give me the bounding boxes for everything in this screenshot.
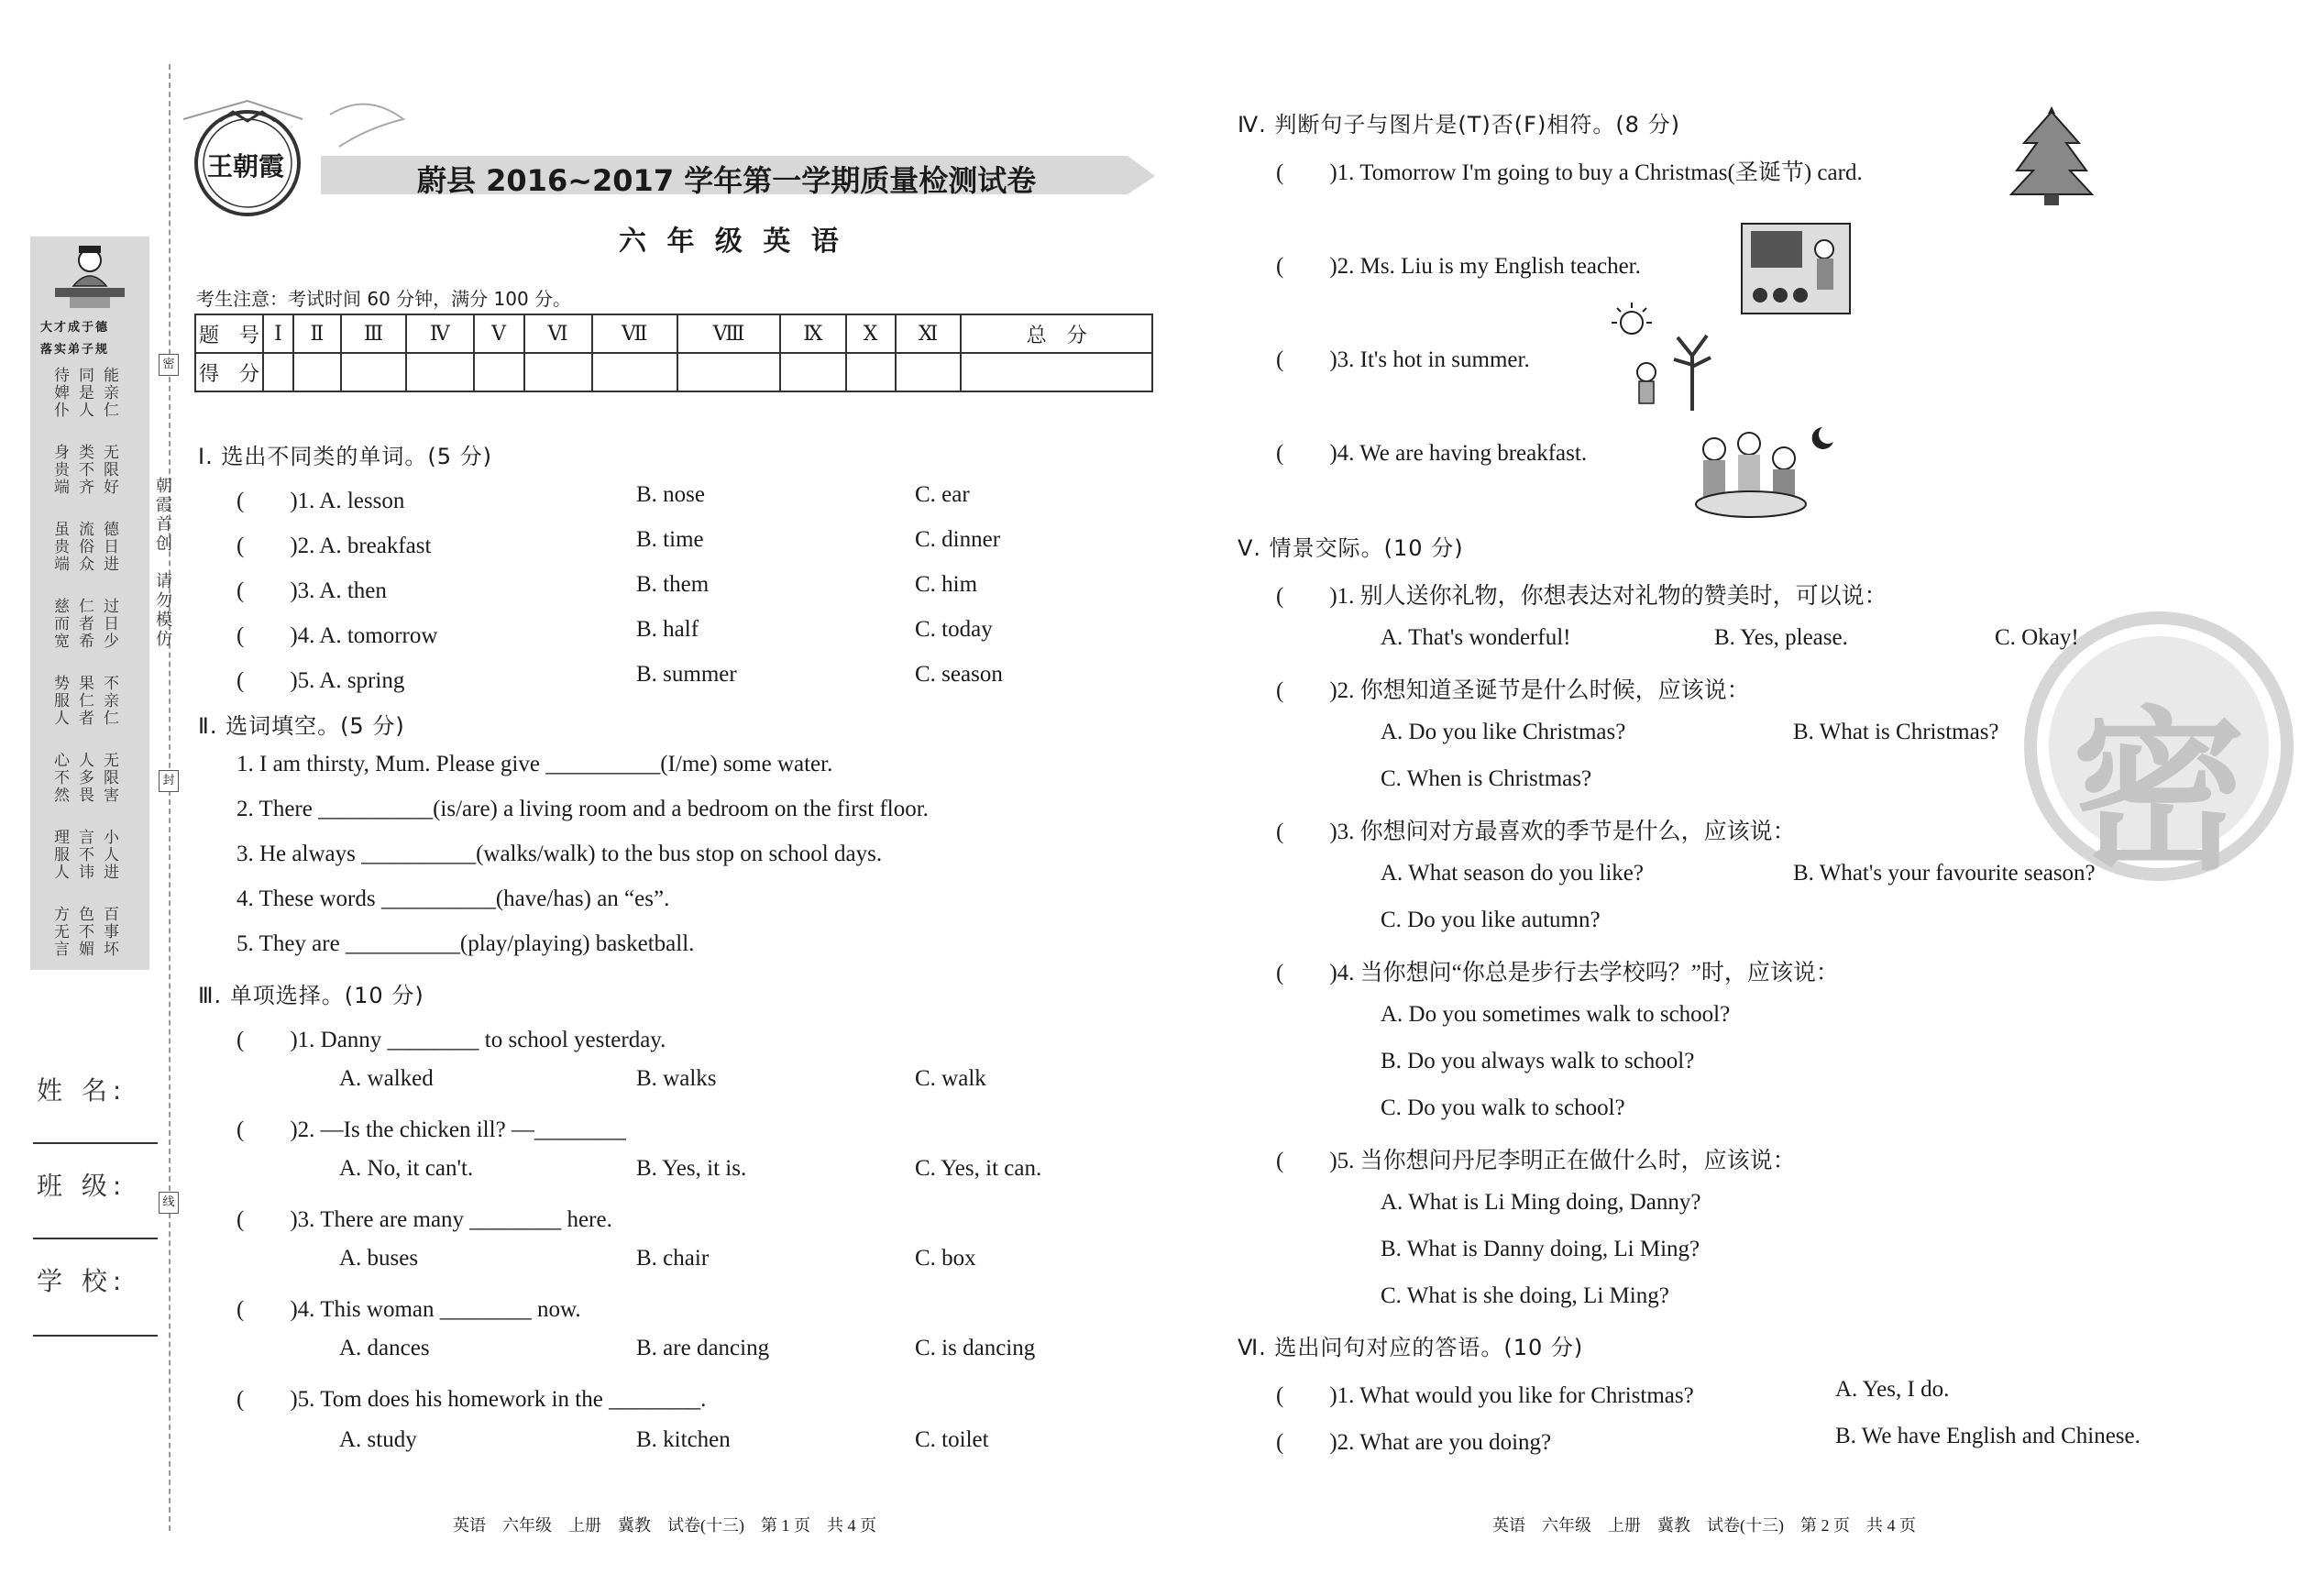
score-table-cell: Ⅰ — [263, 314, 293, 353]
question-row: ( )4. 当你想问“你总是步行去学校吗？”时，应该说： — [1276, 961, 1839, 985]
motto-text: 虽贵端 — [50, 521, 69, 573]
exam-subtitle: 六 年 级 英 语 — [619, 226, 844, 258]
fill-in-question: 2. There __________(is/are) a living room and a bedroom on the first floor. — [237, 797, 929, 821]
seal-fold-line — [169, 64, 171, 1531]
answer-blank[interactable]: ( — [1276, 160, 1330, 185]
option-b: B. walks — [636, 1066, 717, 1091]
fill-in-question: 5. They are __________(play/playing) basketball. — [237, 931, 695, 956]
score-input-cell[interactable] — [780, 353, 845, 391]
option-c: C. ear — [915, 482, 970, 507]
question-row: ( )5. Tom does his homework in the ________. — [237, 1387, 707, 1412]
option-c: C. dinner — [915, 527, 1001, 552]
options-row — [1381, 861, 2114, 886]
section-1-heading: Ⅰ. 选出不同类的单词。(5 分) — [198, 444, 492, 469]
options-row — [1381, 720, 2114, 745]
answer-blank[interactable]: ( — [1276, 961, 1330, 985]
school-field[interactable] — [33, 1335, 158, 1337]
score-input-cell[interactable] — [896, 353, 962, 391]
section-6-heading: Ⅵ. 选出问句对应的答语。(10 分) — [1238, 1335, 1584, 1360]
motto-text: 流俗众 — [75, 521, 94, 573]
option-c: C. When is Christmas? — [1381, 766, 1592, 791]
answer-blank[interactable]: ( — [237, 1028, 291, 1052]
motto-text: 身贵端 — [50, 444, 69, 496]
option-a: A. What season do you like? — [1381, 861, 1644, 886]
motto-text: 不亲仁 — [100, 675, 118, 727]
footer-page-2: 英语 六年级 上册 冀教 试卷(十三) 第 2 页 共 4 页 — [1492, 1516, 1916, 1535]
answer-blank[interactable]: ( — [1276, 1149, 1330, 1173]
score-input-cell[interactable] — [263, 353, 293, 391]
answer-blank[interactable]: ( — [237, 623, 291, 648]
motto-text: 待婢仆 — [50, 367, 69, 419]
options-row — [339, 1066, 1164, 1092]
motto-text: 德日进 — [100, 521, 118, 573]
answer-blank[interactable]: ( — [1276, 678, 1330, 703]
option-b: B. summer — [636, 662, 737, 687]
option-b: B. What is Danny doing, Li Ming? — [1381, 1237, 1700, 1261]
section-2-heading: Ⅱ. 选词填空。(5 分) — [198, 713, 405, 739]
answer-blank[interactable]: ( — [1276, 584, 1330, 609]
christmas-tree-picture — [2006, 106, 2097, 207]
section-4-heading: Ⅳ. 判断句子与图片是(T)否(F)相符。(8 分) — [1238, 112, 1680, 138]
fill-in-question: 1. I am thirsty, Mum. Please give __________(I/me) some water. — [237, 752, 833, 776]
question-row: ( )3. A. then B. them C. him — [237, 572, 978, 603]
answer-blank[interactable]: ( — [1276, 441, 1330, 466]
question-row: ( )5. 当你想问丹尼李明正在做什么时，应该说： — [1276, 1149, 1796, 1173]
section-5-heading: Ⅴ. 情景交际。(10 分) — [1238, 535, 1464, 561]
answer-blank[interactable]: ( — [237, 1297, 291, 1322]
class-label: 班 级: — [37, 1171, 127, 1201]
score-input-cell[interactable] — [524, 353, 592, 391]
option-c: C. What is she doing, Li Ming? — [1381, 1283, 1669, 1308]
score-input-cell[interactable] — [592, 353, 677, 391]
answer-blank[interactable]: ( — [1276, 254, 1330, 279]
option-c: C. is dancing — [915, 1336, 1036, 1360]
motto-text: 小人进 — [100, 829, 118, 881]
option-a: A. dances — [339, 1336, 430, 1360]
motto-text: 无限好 — [100, 444, 118, 496]
score-table-cell: 总 分 — [961, 314, 1152, 353]
teacher-classroom-picture — [1740, 222, 1852, 315]
motto-text: 同是人 — [75, 367, 94, 419]
answer-blank[interactable]: ( — [237, 1387, 291, 1412]
matching-row: ( )2. What are you doing? B. We have English and Chinese. — [1276, 1424, 2140, 1455]
question-row: ( )1. A. lesson B. nose C. ear — [237, 482, 970, 513]
motto-text: 仁者希 — [75, 598, 94, 650]
option-b: B. Yes, it is. — [636, 1156, 747, 1181]
name-label: 姓 名: — [37, 1075, 127, 1106]
score-input-cell[interactable] — [474, 353, 524, 391]
option-b: B. time — [636, 527, 704, 552]
motto-text: 果仁者 — [75, 675, 94, 727]
score-table-header-row — [195, 314, 1152, 353]
option-a: A. study — [339, 1427, 417, 1452]
motto-text: 无限害 — [100, 752, 118, 804]
answer-blank[interactable]: ( — [1276, 1383, 1330, 1408]
question-row: ( )4. A. tomorrow B. half C. today — [237, 617, 993, 648]
option-b: B. them — [636, 572, 710, 597]
motto-top-2: 落实弟子规 — [40, 343, 110, 357]
motto-text: 心不然 — [50, 752, 69, 804]
motto-text: 能亲仁 — [100, 367, 118, 419]
question-row: ( )3. It's hot in summer. — [1276, 347, 1530, 372]
motto-top-1: 大才成于德 — [40, 321, 110, 335]
motto-text: 类不齐 — [75, 444, 94, 496]
options-row — [339, 1336, 1164, 1361]
answer-choice: B. We have English and Chinese. — [1835, 1424, 2140, 1448]
footer-page-1: 英语 六年级 上册 冀教 试卷(十三) 第 1 页 共 4 页 — [453, 1516, 876, 1535]
score-table-cell: Ⅹ — [846, 314, 896, 353]
question-row: ( )1. Danny ________ to school yesterday. — [237, 1028, 666, 1052]
answer-blank[interactable]: ( — [1276, 820, 1330, 844]
option-b: B. nose — [636, 482, 705, 507]
motto-text: 理服人 — [50, 829, 69, 881]
question-row: ( )1. Tomorrow I'm going to buy a Christmas(圣诞节) card. — [1276, 160, 1863, 185]
motto-text: 方无言 — [50, 906, 69, 958]
matching-row: ( )1. What would you like for Christmas? A. Yes, I do. — [1276, 1377, 1950, 1408]
school-label: 学 校: — [37, 1266, 127, 1296]
motto-text: 慈而宽 — [50, 598, 69, 650]
score-input-cell[interactable] — [341, 353, 406, 391]
brand-logo-text: 王朝霞 — [207, 151, 285, 182]
option-b: B. chair — [636, 1246, 710, 1271]
score-table-cell: Ⅸ — [780, 314, 845, 353]
score-table-cell: 得 分 — [195, 353, 263, 391]
score-table-cell: Ⅳ — [406, 314, 474, 353]
motto-text: 色不媚 — [75, 906, 94, 958]
score-input-cell[interactable] — [961, 353, 1152, 391]
question-row: ( )1. 别人送你礼物，你想表达对礼物的赞美时，可以说： — [1276, 584, 1887, 609]
motto-text: 言不讳 — [75, 829, 94, 881]
family-dinner-picture — [1678, 424, 1843, 524]
score-table-cell: Ⅱ — [293, 314, 341, 353]
question-row: ( )4. We are having breakfast. — [1276, 441, 1588, 466]
option-c: C. Do you walk to school? — [1381, 1095, 1625, 1120]
score-input-cell[interactable] — [293, 353, 341, 391]
motto-text: 百事坏 — [100, 906, 118, 958]
option-c: C. walk — [915, 1066, 986, 1091]
score-table-cell: Ⅵ — [524, 314, 592, 353]
question-row: ( )5. A. spring B. summer C. season — [237, 662, 1003, 693]
option-a: A. Do you like Christmas? — [1381, 720, 1626, 744]
name-field[interactable] — [33, 1142, 158, 1144]
question-row: ( )2. 你想知道圣诞节是什么时候，应该说： — [1276, 678, 1750, 703]
answer-blank[interactable]: ( — [1276, 1430, 1330, 1455]
option-b: B. kitchen — [636, 1427, 731, 1452]
score-table-cell: Ⅴ — [474, 314, 524, 353]
seal-mark: 封 — [159, 770, 179, 792]
question-row: ( )2. —Is the chicken ill? —________ — [237, 1117, 626, 1142]
options-row — [339, 1246, 1164, 1271]
answer-blank[interactable]: ( — [237, 534, 291, 558]
score-input-cell[interactable] — [677, 353, 780, 391]
hot-summer-picture — [1604, 301, 1722, 414]
score-table-cell: Ⅶ — [592, 314, 677, 353]
score-table-cell: Ⅷ — [677, 314, 780, 353]
motto-text: 势服人 — [50, 675, 69, 727]
motto-text: 过日少 — [100, 598, 118, 650]
answer-blank[interactable]: ( — [237, 578, 291, 603]
option-b: B. Yes, please. — [1714, 625, 1848, 650]
exam-notice: 考生注意：考试时间 60 分钟，满分 100 分。 — [196, 288, 572, 310]
option-a: A. That's wonderful! — [1381, 625, 1571, 650]
question-row: ( )2. Ms. Liu is my English teacher. — [1276, 254, 1641, 279]
exam-title: 蔚县 2016~2017 学年第一学期质量检测试卷 — [417, 163, 1037, 198]
option-c: C. today — [915, 617, 993, 642]
options-row — [339, 1156, 1164, 1182]
answer-blank[interactable]: ( — [237, 668, 291, 693]
option-b: B. Do you always walk to school? — [1381, 1049, 1695, 1073]
option-a: A. Do you sometimes walk to school? — [1381, 1002, 1731, 1027]
option-a: A. buses — [339, 1246, 419, 1271]
option-c: C. Do you like autumn? — [1381, 908, 1601, 932]
score-input-cell[interactable] — [406, 353, 474, 391]
answer-blank[interactable]: ( — [237, 489, 291, 513]
section-3-heading: Ⅲ. 单项选择。(10 分) — [198, 983, 424, 1008]
fill-in-question: 4. These words __________(have/has) an “es”. — [237, 886, 670, 911]
option-c: C. season — [915, 662, 1003, 687]
class-field[interactable] — [33, 1238, 158, 1239]
answer-choice: A. Yes, I do. — [1835, 1377, 1950, 1402]
option-c: C. Yes, it can. — [915, 1156, 1042, 1181]
score-table-cell: Ⅲ — [341, 314, 406, 353]
answer-blank[interactable]: ( — [1276, 347, 1330, 372]
options-row — [339, 1427, 1164, 1453]
seal-text: 请勿模仿 — [153, 572, 172, 649]
option-c: C. box — [915, 1246, 976, 1271]
question-row: ( )3. 你想问对方最喜欢的季节是什么，应该说： — [1276, 820, 1796, 844]
answer-blank[interactable]: ( — [237, 1207, 291, 1232]
option-a: A. walked — [339, 1066, 434, 1091]
seal-text: 朝霞首创 — [153, 477, 172, 554]
option-a: A. No, it can't. — [339, 1156, 474, 1181]
score-table-cell: Ⅺ — [896, 314, 962, 353]
question-row: ( )4. This woman ________ now. — [237, 1297, 581, 1322]
score-input-cell[interactable] — [846, 353, 896, 391]
question-row: ( )3. There are many ________ here. — [237, 1207, 612, 1232]
score-table — [194, 314, 1153, 392]
watermark-char: 密 — [2072, 691, 2247, 894]
score-table-cell: 题 号 — [195, 314, 263, 353]
options-row — [1381, 625, 2114, 651]
option-b: B. are dancing — [636, 1336, 770, 1360]
option-c: C. toilet — [915, 1427, 989, 1452]
seal-mark: 线 — [159, 1192, 179, 1214]
option-b: B. What's your favourite season? — [1793, 861, 2096, 886]
option-c: C. Okay! — [1995, 625, 2079, 650]
option-b: B. What is Christmas? — [1793, 720, 1999, 744]
answer-blank[interactable]: ( — [237, 1117, 291, 1142]
question-row: ( )2. A. breakfast B. time C. dinner — [237, 527, 1001, 558]
score-table-score-row — [195, 353, 1152, 391]
option-a: A. What is Li Ming doing, Danny? — [1381, 1190, 1701, 1215]
option-b: B. half — [636, 617, 699, 642]
motto-text: 人多畏 — [75, 752, 94, 804]
option-c: C. him — [915, 572, 978, 597]
fill-in-question: 3. He always __________(walks/walk) to the bus stop on school days. — [237, 842, 883, 866]
scholar-figure-illustration — [46, 240, 134, 314]
seal-mark: 密 — [159, 354, 179, 376]
